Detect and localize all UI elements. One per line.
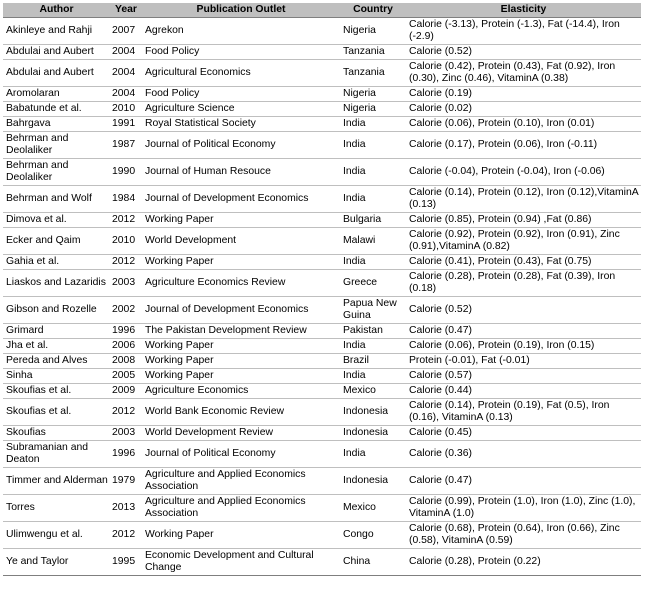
year-cell: 2012 (110, 213, 142, 228)
year-cell: 2012 (110, 255, 142, 270)
table-row (3, 18, 641, 45)
elasticity-cell: Calorie (0.52) (406, 45, 641, 60)
publication-outlet-cell: Working Paper (142, 255, 340, 270)
country-cell: Mexico (340, 495, 406, 522)
elasticity-cell: Calorie (0.52) (406, 297, 641, 324)
table-row (3, 117, 641, 132)
author-cell: Liaskos and Lazaridis (3, 270, 110, 297)
elasticity-cell: Calorie (0.45) (406, 426, 641, 441)
year-cell: 2006 (110, 339, 142, 354)
publication-outlet-cell: World Development Review (142, 426, 340, 441)
author-cell: Abdulai and Aubert (3, 60, 110, 87)
country-cell: India (340, 159, 406, 186)
author-cell: Jha et al. (3, 339, 110, 354)
author-cell: Gibson and Rozelle (3, 297, 110, 324)
author-cell: Ulimwengu et al. (3, 522, 110, 549)
country-cell: India (340, 369, 406, 384)
table-row (3, 495, 641, 522)
elasticity-cell: Calorie (0.85), Protein (0.94) ,Fat (0.86) (406, 213, 641, 228)
publication-outlet-cell: Working Paper (142, 354, 340, 369)
country-cell: Indonesia (340, 468, 406, 495)
header-year: Year (110, 3, 142, 18)
table-row (3, 549, 641, 576)
elasticity-cell: Calorie (0.92), Protein (0.92), Iron (0.91), Zinc (0.91),VitaminA (0.82) (406, 228, 641, 255)
publication-outlet-cell: Agriculture and Applied Economics Association (142, 495, 340, 522)
year-cell: 2008 (110, 354, 142, 369)
author-cell: Subramanian and Deaton (3, 441, 110, 468)
publication-outlet-cell: Journal of Political Economy (142, 132, 340, 159)
publication-outlet-cell: Working Paper (142, 522, 340, 549)
country-cell: Nigeria (340, 87, 406, 102)
year-cell: 1987 (110, 132, 142, 159)
year-cell: 1990 (110, 159, 142, 186)
country-cell: Indonesia (340, 426, 406, 441)
year-cell: 2010 (110, 228, 142, 255)
author-cell: Skoufias et al. (3, 384, 110, 399)
publication-outlet-cell: Journal of Development Economics (142, 297, 340, 324)
country-cell: Tanzania (340, 60, 406, 87)
publication-outlet-cell: Agriculture Economics Review (142, 270, 340, 297)
year-cell: 2004 (110, 45, 142, 60)
table-row (3, 399, 641, 426)
year-cell: 2009 (110, 384, 142, 399)
header-country: Country (340, 3, 406, 18)
author-cell: Pereda and Alves (3, 354, 110, 369)
elasticity-cell: Calorie (0.14), Protein (0.19), Fat (0.5), Iron (0.16), VitaminA (0.13) (406, 399, 641, 426)
country-cell: Nigeria (340, 18, 406, 45)
author-cell: Ye and Taylor (3, 549, 110, 576)
elasticity-cell: Calorie (0.19) (406, 87, 641, 102)
year-cell: 2002 (110, 297, 142, 324)
year-cell: 2012 (110, 522, 142, 549)
elasticity-cell: Calorie (0.44) (406, 384, 641, 399)
table-row (3, 132, 641, 159)
table-row (3, 45, 641, 60)
author-cell: Dimova et al. (3, 213, 110, 228)
publication-outlet-cell: Journal of Human Resouce (142, 159, 340, 186)
country-cell: India (340, 186, 406, 213)
author-cell: Torres (3, 495, 110, 522)
author-cell: Gahia et al. (3, 255, 110, 270)
publication-outlet-cell: Working Paper (142, 339, 340, 354)
elasticity-cell: Calorie (0.28), Protein (0.22) (406, 549, 641, 576)
author-cell: Babatunde et al. (3, 102, 110, 117)
author-cell: Bahrgava (3, 117, 110, 132)
publication-outlet-cell: World Development (142, 228, 340, 255)
table-row (3, 384, 641, 399)
elasticity-cell: Protein (-0.01), Fat (-0.01) (406, 354, 641, 369)
table-row (3, 270, 641, 297)
elasticity-cell: Calorie (0.57) (406, 369, 641, 384)
publication-outlet-cell: Working Paper (142, 213, 340, 228)
table-row (3, 60, 641, 87)
publication-outlet-cell: Agriculture Science (142, 102, 340, 117)
table-row (3, 213, 641, 228)
year-cell: 2013 (110, 495, 142, 522)
publication-outlet-cell: Food Policy (142, 87, 340, 102)
publication-outlet-cell: World Bank Economic Review (142, 399, 340, 426)
year-cell: 2007 (110, 18, 142, 45)
elasticity-cell: Calorie (0.06), Protein (0.10), Iron (0.01) (406, 117, 641, 132)
elasticity-cell: Calorie (0.42), Protein (0.43), Fat (0.92), Iron (0.30), Zinc (0.46), VitaminA (0.38) (406, 60, 641, 87)
author-cell: Ecker and Qaim (3, 228, 110, 255)
country-cell: Congo (340, 522, 406, 549)
country-cell: India (340, 255, 406, 270)
table-row (3, 441, 641, 468)
elasticity-cell: Calorie (0.02) (406, 102, 641, 117)
table-row (3, 324, 641, 339)
author-cell: Abdulai and Aubert (3, 45, 110, 60)
publication-outlet-cell: Food Policy (142, 45, 340, 60)
year-cell: 1979 (110, 468, 142, 495)
country-cell: Tanzania (340, 45, 406, 60)
table-row (3, 339, 641, 354)
table-row (3, 522, 641, 549)
country-cell: India (340, 117, 406, 132)
country-cell: Bulgaria (340, 213, 406, 228)
header-publication-outlet: Publication Outlet (142, 3, 340, 18)
table-row (3, 255, 641, 270)
header-author: Author (3, 3, 110, 18)
table-header (3, 3, 641, 18)
year-cell: 1996 (110, 324, 142, 339)
country-cell: Mexico (340, 384, 406, 399)
table-row (3, 159, 641, 186)
elasticity-cell: Calorie (0.36) (406, 441, 641, 468)
year-cell: 1995 (110, 549, 142, 576)
year-cell: 2003 (110, 426, 142, 441)
author-cell: Behrman and Deolaliker (3, 132, 110, 159)
year-cell: 2004 (110, 60, 142, 87)
publication-outlet-cell: The Pakistan Development Review (142, 324, 340, 339)
country-cell: India (340, 441, 406, 468)
country-cell: India (340, 132, 406, 159)
author-cell: Aromolaran (3, 87, 110, 102)
elasticity-cell: Calorie (0.14), Protein (0.12), Iron (0.12),VitaminA (0.13) (406, 186, 641, 213)
publication-outlet-cell: Journal of Development Economics (142, 186, 340, 213)
publication-outlet-cell: Agriculture Economics (142, 384, 340, 399)
table-row (3, 369, 641, 384)
publication-outlet-cell: Economic Development and Cultural Change (142, 549, 340, 576)
elasticity-cell: Calorie (-0.04), Protein (-0.04), Iron (-0.06) (406, 159, 641, 186)
table-row (3, 186, 641, 213)
author-cell: Behrman and Wolf (3, 186, 110, 213)
table-row (3, 426, 641, 441)
table-row (3, 102, 641, 117)
author-cell: Skoufias (3, 426, 110, 441)
elasticity-cell: Calorie (0.47) (406, 468, 641, 495)
country-cell: Nigeria (340, 102, 406, 117)
country-cell: India (340, 339, 406, 354)
table-row (3, 228, 641, 255)
publication-outlet-cell: Royal Statistical Society (142, 117, 340, 132)
publication-outlet-cell: Agricultural Economics (142, 60, 340, 87)
country-cell: Malawi (340, 228, 406, 255)
elasticity-cell: Calorie (0.28), Protein (0.28), Fat (0.39), Iron (0.18) (406, 270, 641, 297)
table-row (3, 297, 641, 324)
year-cell: 2004 (110, 87, 142, 102)
year-cell: 1984 (110, 186, 142, 213)
year-cell: 2010 (110, 102, 142, 117)
table-body (3, 18, 641, 576)
publication-outlet-cell: Agrekon (142, 18, 340, 45)
year-cell: 1996 (110, 441, 142, 468)
elasticity-cell: Calorie (0.41), Protein (0.43), Fat (0.75) (406, 255, 641, 270)
header-elasticity: Elasticity (406, 3, 641, 18)
country-cell: Greece (340, 270, 406, 297)
country-cell: Pakistan (340, 324, 406, 339)
table-row (3, 87, 641, 102)
year-cell: 2012 (110, 399, 142, 426)
author-cell: Behrman and Deolaliker (3, 159, 110, 186)
year-cell: 2005 (110, 369, 142, 384)
author-cell: Sinha (3, 369, 110, 384)
author-cell: Akinleye and Rahji (3, 18, 110, 45)
country-cell: China (340, 549, 406, 576)
country-cell: Brazil (340, 354, 406, 369)
year-cell: 2003 (110, 270, 142, 297)
elasticity-cell: Calorie (0.68), Protein (0.64), Iron (0.66), Zinc (0.58), VitaminA (0.59) (406, 522, 641, 549)
author-cell: Skoufias et al. (3, 399, 110, 426)
author-cell: Grimard (3, 324, 110, 339)
publication-outlet-cell: Journal of Political Economy (142, 441, 340, 468)
year-cell: 1991 (110, 117, 142, 132)
elasticity-table (3, 3, 641, 576)
elasticity-cell: Calorie (-3.13), Protein (-1.3), Fat (-14.4), Iron (-2.9) (406, 18, 641, 45)
author-cell: Timmer and Alderman (3, 468, 110, 495)
table-row (3, 354, 641, 369)
elasticity-cell: Calorie (0.17), Protein (0.06), Iron (-0.11) (406, 132, 641, 159)
publication-outlet-cell: Agriculture and Applied Economics Association (142, 468, 340, 495)
elasticity-cell: Calorie (0.47) (406, 324, 641, 339)
table-row (3, 468, 641, 495)
elasticity-cell: Calorie (0.06), Protein (0.19), Iron (0.15) (406, 339, 641, 354)
country-cell: Papua New Guina (340, 297, 406, 324)
elasticity-cell: Calorie (0.99), Protein (1.0), Iron (1.0), Zinc (1.0), VitaminA (1.0) (406, 495, 641, 522)
publication-outlet-cell: Working Paper (142, 369, 340, 384)
country-cell: Indonesia (340, 399, 406, 426)
header-row (3, 3, 641, 18)
